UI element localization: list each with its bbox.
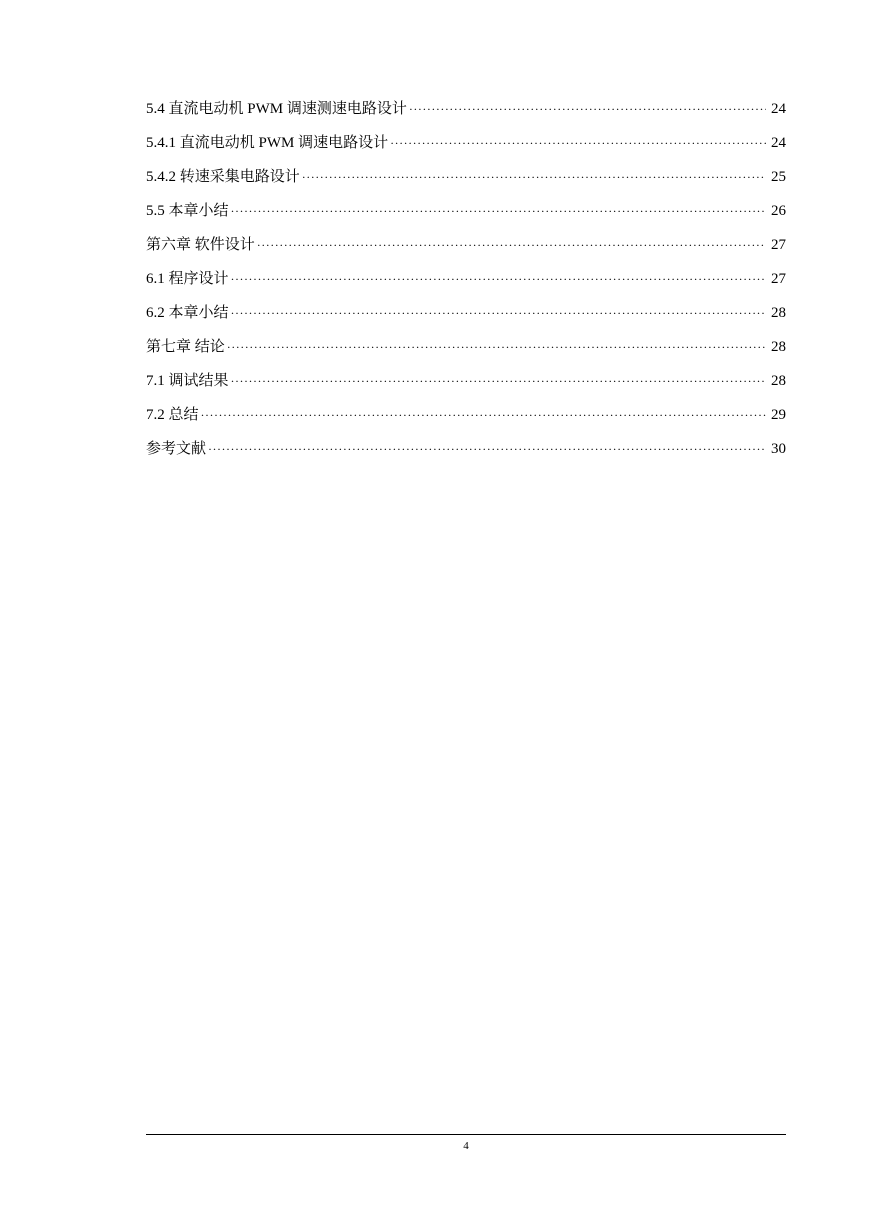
toc-dot-leader [302,166,766,188]
toc-dot-leader [257,234,766,256]
toc-entry-page: 27 [771,237,786,253]
page-number: 4 [463,1140,469,1152]
toc-entry-title: 5.4 直流电动机 PWM 调速测速电路设计 [146,101,407,117]
toc-entry-title: 第六章 软件设计 [146,237,255,253]
toc-entry-page: 26 [771,203,786,219]
toc-entry-title: 7.1 调试结果 [146,373,229,389]
toc-dot-leader [227,336,766,358]
toc-entry-title: 6.2 本章小结 [146,305,229,321]
toc-entry-page: 28 [771,373,786,389]
footer-divider [146,1134,786,1135]
toc-entry[interactable] [146,132,786,166]
toc-entry-page: 28 [771,339,786,355]
toc-entry-page: 28 [771,305,786,321]
toc-dot-leader [231,268,766,290]
toc-dot-leader [409,98,766,120]
table-of-contents [146,98,786,472]
toc-dot-leader [390,132,766,154]
toc-entry-title: 第七章 结论 [146,339,225,355]
toc-entry-title: 5.5 本章小结 [146,203,229,219]
toc-entry-page: 30 [771,441,786,457]
toc-entry[interactable] [146,166,786,200]
toc-entry[interactable] [146,336,786,370]
toc-entry-page: 25 [771,169,786,185]
toc-entry-title: 5.4.1 直流电动机 PWM 调速电路设计 [146,135,389,151]
toc-entry[interactable] [146,302,786,336]
toc-entry-page: 27 [771,271,786,287]
toc-entry-title: 5.4.2 转速采集电路设计 [146,169,300,185]
toc-dot-leader [208,438,766,460]
toc-entry-title: 7.2 总结 [146,407,199,423]
toc-entry[interactable] [146,268,786,302]
toc-entry[interactable] [146,404,786,438]
toc-entry-page: 29 [771,407,786,423]
toc-entry[interactable] [146,98,786,132]
toc-dot-leader [231,302,766,324]
toc-entry-page: 24 [771,101,786,117]
toc-entry-page: 24 [771,135,786,151]
toc-dot-leader [201,404,766,426]
toc-entry-title: 6.1 程序设计 [146,271,229,287]
toc-entry-title: 参考文献 [146,441,207,457]
toc-dot-leader [231,200,766,222]
toc-entry[interactable] [146,438,786,472]
toc-entry[interactable] [146,370,786,404]
toc-entry[interactable] [146,200,786,234]
toc-dot-leader [231,370,766,392]
toc-entry[interactable] [146,234,786,268]
